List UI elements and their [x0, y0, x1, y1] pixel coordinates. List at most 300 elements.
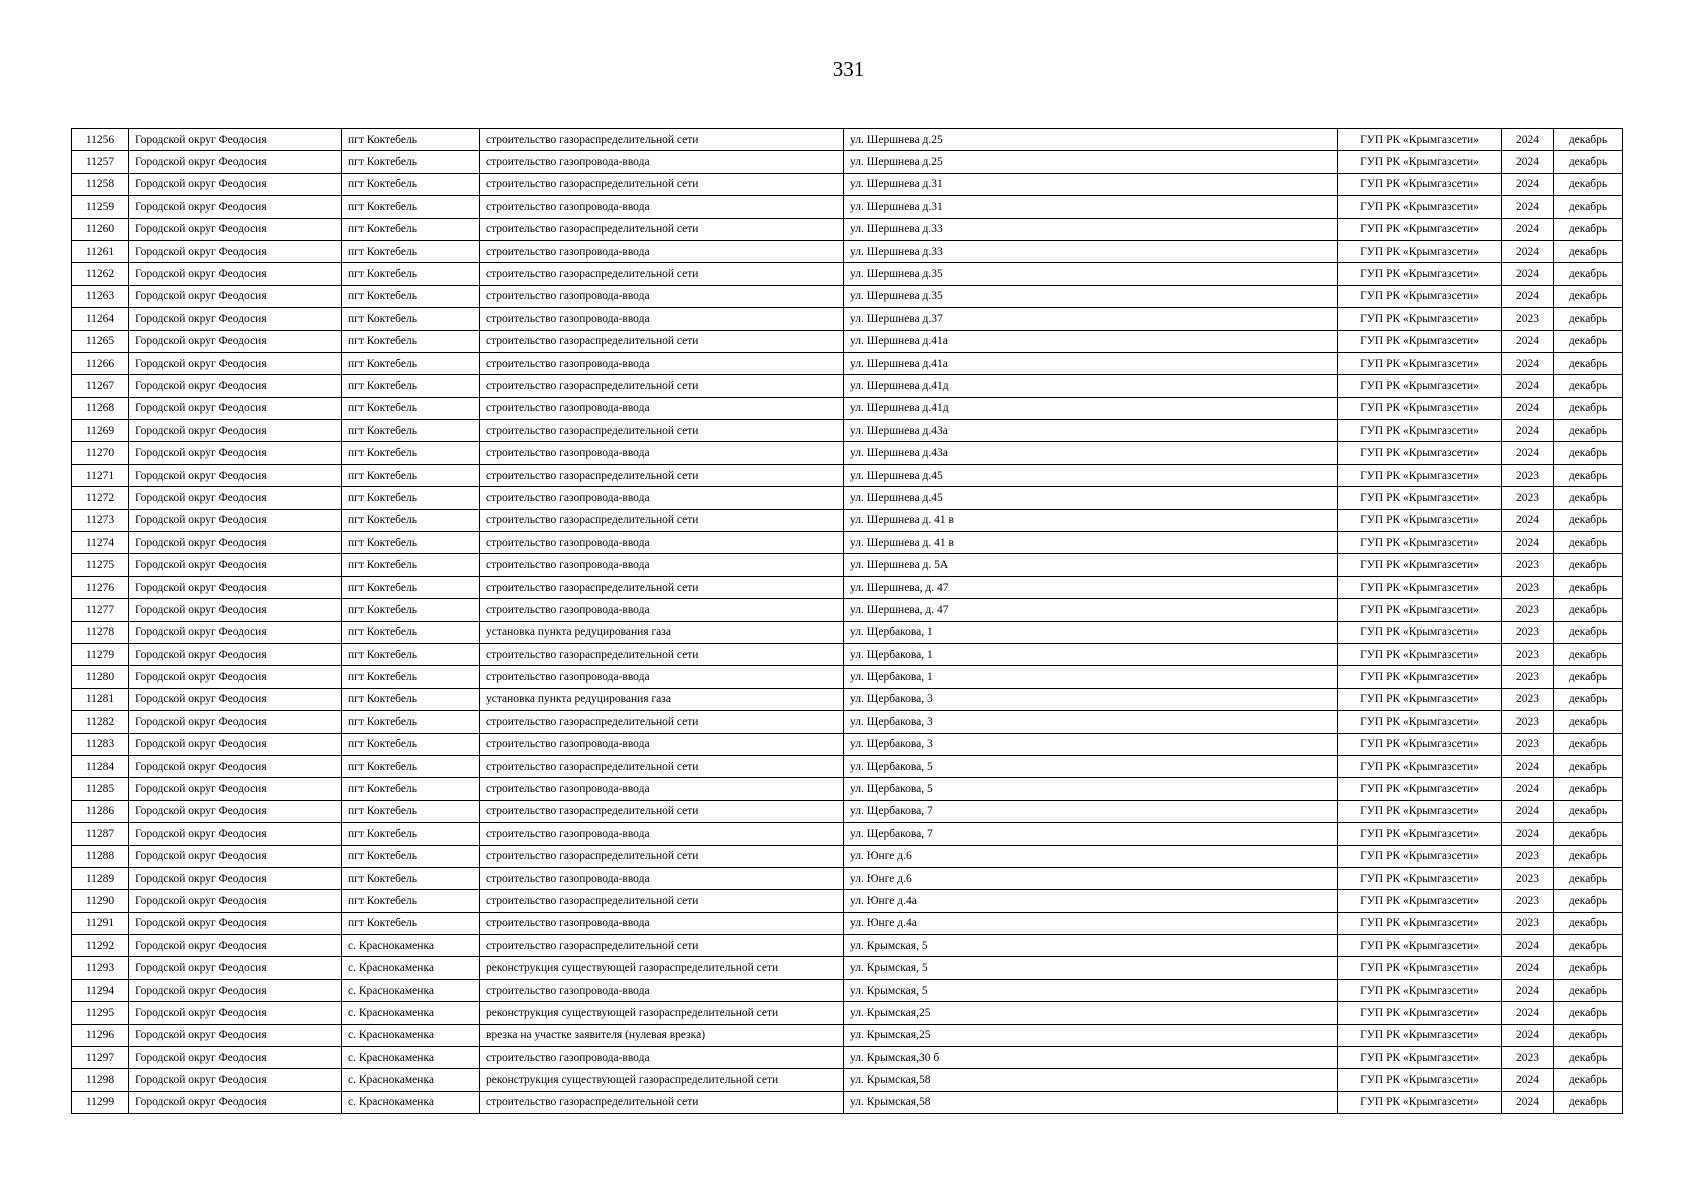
cell-work-type: строительство газопровода-ввода — [480, 733, 844, 755]
cell-address: ул. Шершнева д. 5А — [844, 554, 1338, 576]
table-body — [72, 129, 1623, 1114]
cell-month: декабрь — [1554, 1091, 1623, 1113]
cell-row-number: 11259 — [72, 196, 129, 218]
table-row — [72, 643, 1623, 665]
cell-settlement: с. Краснокаменка — [342, 935, 480, 957]
cell-organization: ГУП РК «Крымгазсети» — [1338, 935, 1502, 957]
cell-year: 2024 — [1502, 420, 1554, 442]
cell-organization: ГУП РК «Крымгазсети» — [1338, 1091, 1502, 1113]
cell-district: Городской округ Феодосия — [129, 621, 342, 643]
cell-district: Городской округ Феодосия — [129, 240, 342, 262]
cell-settlement: пгт Коктебель — [342, 867, 480, 889]
cell-work-type: строительство газораспределительной сети — [480, 173, 844, 195]
cell-year: 2023 — [1502, 711, 1554, 733]
table-row — [72, 957, 1623, 979]
cell-address: ул. Шершнева д.25 — [844, 129, 1338, 151]
cell-row-number: 11275 — [72, 554, 129, 576]
cell-month: декабрь — [1554, 263, 1623, 285]
cell-address: ул. Щербакова, 7 — [844, 823, 1338, 845]
cell-row-number: 11280 — [72, 666, 129, 688]
cell-month: декабрь — [1554, 1047, 1623, 1069]
cell-address: ул. Юнге д.4а — [844, 890, 1338, 912]
cell-address: ул. Крымская, 5 — [844, 979, 1338, 1001]
cell-settlement: пгт Коктебель — [342, 912, 480, 934]
cell-work-type: строительство газопровода-ввода — [480, 867, 844, 889]
cell-work-type: установка пункта редуцирования газа — [480, 621, 844, 643]
cell-year: 2023 — [1502, 688, 1554, 710]
cell-row-number: 11293 — [72, 957, 129, 979]
cell-address: ул. Крымская,25 — [844, 1024, 1338, 1046]
cell-year: 2023 — [1502, 733, 1554, 755]
cell-row-number: 11279 — [72, 643, 129, 665]
cell-row-number: 11266 — [72, 352, 129, 374]
cell-work-type: строительство газораспределительной сети — [480, 576, 844, 598]
cell-district: Городской округ Феодосия — [129, 151, 342, 173]
cell-organization: ГУП РК «Крымгазсети» — [1338, 688, 1502, 710]
cell-settlement: пгт Коктебель — [342, 733, 480, 755]
cell-month: декабрь — [1554, 935, 1623, 957]
cell-row-number: 11262 — [72, 263, 129, 285]
cell-address: ул. Щербакова, 5 — [844, 778, 1338, 800]
cell-district: Городской округ Феодосия — [129, 755, 342, 777]
cell-work-type: реконструкция существующей газораспределительной сети — [480, 1002, 844, 1024]
cell-year: 2024 — [1502, 442, 1554, 464]
cell-year: 2024 — [1502, 352, 1554, 374]
cell-district: Городской округ Феодосия — [129, 442, 342, 464]
cell-year: 2024 — [1502, 532, 1554, 554]
table-row — [72, 979, 1623, 1001]
cell-month: декабрь — [1554, 1024, 1623, 1046]
cell-year: 2024 — [1502, 935, 1554, 957]
cell-work-type: строительство газопровода-ввода — [480, 778, 844, 800]
cell-address: ул. Шершнева д.33 — [844, 218, 1338, 240]
cell-organization: ГУП РК «Крымгазсети» — [1338, 912, 1502, 934]
table-row — [72, 755, 1623, 777]
cell-settlement: пгт Коктебель — [342, 666, 480, 688]
cell-year: 2024 — [1502, 509, 1554, 531]
cell-year: 2024 — [1502, 151, 1554, 173]
table-row — [72, 1069, 1623, 1091]
cell-address: ул. Щербакова, 1 — [844, 666, 1338, 688]
cell-address: ул. Щербакова, 7 — [844, 800, 1338, 822]
cell-settlement: пгт Коктебель — [342, 621, 480, 643]
cell-year: 2024 — [1502, 1002, 1554, 1024]
cell-work-type: строительство газораспределительной сети — [480, 330, 844, 352]
table-row — [72, 890, 1623, 912]
cell-work-type: строительство газораспределительной сети — [480, 129, 844, 151]
cell-organization: ГУП РК «Крымгазсети» — [1338, 1002, 1502, 1024]
cell-district: Городской округ Феодосия — [129, 218, 342, 240]
gasification-table — [71, 128, 1623, 1114]
cell-settlement: пгт Коктебель — [342, 532, 480, 554]
cell-year: 2023 — [1502, 487, 1554, 509]
cell-settlement: пгт Коктебель — [342, 800, 480, 822]
cell-month: декабрь — [1554, 711, 1623, 733]
cell-row-number: 11278 — [72, 621, 129, 643]
cell-row-number: 11271 — [72, 464, 129, 486]
cell-month: декабрь — [1554, 800, 1623, 822]
cell-address: ул. Крымская, 5 — [844, 957, 1338, 979]
cell-organization: ГУП РК «Крымгазсети» — [1338, 397, 1502, 419]
table-row — [72, 1091, 1623, 1113]
cell-organization: ГУП РК «Крымгазсети» — [1338, 487, 1502, 509]
cell-work-type: реконструкция существующей газораспределительной сети — [480, 957, 844, 979]
cell-address: ул. Юнге д.6 — [844, 845, 1338, 867]
cell-month: декабрь — [1554, 979, 1623, 1001]
cell-organization: ГУП РК «Крымгазсети» — [1338, 845, 1502, 867]
cell-organization: ГУП РК «Крымгазсети» — [1338, 800, 1502, 822]
cell-address: ул. Шершнева д.41а — [844, 352, 1338, 374]
cell-address: ул. Юнге д.4а — [844, 912, 1338, 934]
cell-district: Городской округ Феодосия — [129, 778, 342, 800]
cell-settlement: пгт Коктебель — [342, 464, 480, 486]
cell-month: декабрь — [1554, 509, 1623, 531]
cell-month: декабрь — [1554, 240, 1623, 262]
cell-row-number: 11298 — [72, 1069, 129, 1091]
table-row — [72, 173, 1623, 195]
table-row — [72, 621, 1623, 643]
cell-settlement: с. Краснокаменка — [342, 1024, 480, 1046]
cell-work-type: строительство газопровода-ввода — [480, 599, 844, 621]
cell-work-type: строительство газопровода-ввода — [480, 352, 844, 374]
cell-district: Городской округ Феодосия — [129, 263, 342, 285]
cell-organization: ГУП РК «Крымгазсети» — [1338, 240, 1502, 262]
cell-organization: ГУП РК «Крымгазсети» — [1338, 151, 1502, 173]
cell-address: ул. Шершнева д.43а — [844, 420, 1338, 442]
cell-district: Городской округ Феодосия — [129, 397, 342, 419]
cell-work-type: строительство газораспределительной сети — [480, 509, 844, 531]
cell-work-type: строительство газораспределительной сети — [480, 464, 844, 486]
table-row — [72, 218, 1623, 240]
table-row — [72, 442, 1623, 464]
cell-settlement: пгт Коктебель — [342, 778, 480, 800]
cell-year: 2023 — [1502, 867, 1554, 889]
cell-organization: ГУП РК «Крымгазсети» — [1338, 196, 1502, 218]
table-row — [72, 845, 1623, 867]
cell-row-number: 11290 — [72, 890, 129, 912]
table-row — [72, 509, 1623, 531]
cell-district: Городской округ Феодосия — [129, 308, 342, 330]
cell-row-number: 11269 — [72, 420, 129, 442]
cell-year: 2024 — [1502, 778, 1554, 800]
cell-row-number: 11263 — [72, 285, 129, 307]
cell-row-number: 11267 — [72, 375, 129, 397]
cell-organization: ГУП РК «Крымгазсети» — [1338, 308, 1502, 330]
cell-work-type: строительство газопровода-ввода — [480, 666, 844, 688]
cell-row-number: 11261 — [72, 240, 129, 262]
cell-month: декабрь — [1554, 1069, 1623, 1091]
cell-work-type: строительство газораспределительной сети — [480, 711, 844, 733]
cell-organization: ГУП РК «Крымгазсети» — [1338, 532, 1502, 554]
cell-work-type: строительство газопровода-ввода — [480, 487, 844, 509]
table-row — [72, 308, 1623, 330]
cell-address: ул. Щербакова, 3 — [844, 688, 1338, 710]
cell-row-number: 11289 — [72, 867, 129, 889]
table-row — [72, 912, 1623, 934]
cell-address: ул. Шершнева, д. 47 — [844, 576, 1338, 598]
cell-month: декабрь — [1554, 599, 1623, 621]
cell-organization: ГУП РК «Крымгазсети» — [1338, 755, 1502, 777]
cell-organization: ГУП РК «Крымгазсети» — [1338, 890, 1502, 912]
cell-settlement: пгт Коктебель — [342, 352, 480, 374]
cell-row-number: 11299 — [72, 1091, 129, 1113]
cell-work-type: строительство газопровода-ввода — [480, 442, 844, 464]
cell-address: ул. Щербакова, 3 — [844, 733, 1338, 755]
cell-district: Городской округ Феодосия — [129, 1091, 342, 1113]
cell-district: Городской округ Феодосия — [129, 666, 342, 688]
cell-settlement: пгт Коктебель — [342, 196, 480, 218]
cell-work-type: строительство газораспределительной сети — [480, 643, 844, 665]
cell-address: ул. Крымская,25 — [844, 1002, 1338, 1024]
cell-work-type: строительство газопровода-ввода — [480, 196, 844, 218]
cell-settlement: пгт Коктебель — [342, 711, 480, 733]
cell-district: Городской округ Феодосия — [129, 196, 342, 218]
cell-district: Городской округ Феодосия — [129, 733, 342, 755]
cell-year: 2023 — [1502, 554, 1554, 576]
cell-district: Городской округ Феодосия — [129, 912, 342, 934]
cell-organization: ГУП РК «Крымгазсети» — [1338, 1047, 1502, 1069]
page-number: 331 — [832, 57, 865, 81]
cell-district: Городской округ Феодосия — [129, 643, 342, 665]
cell-work-type: строительство газораспределительной сети — [480, 890, 844, 912]
table-row — [72, 151, 1623, 173]
cell-address: ул. Шершнева д.25 — [844, 151, 1338, 173]
cell-organization: ГУП РК «Крымгазсети» — [1338, 711, 1502, 733]
table-row — [72, 599, 1623, 621]
cell-organization: ГУП РК «Крымгазсети» — [1338, 509, 1502, 531]
cell-month: декабрь — [1554, 487, 1623, 509]
cell-settlement: пгт Коктебель — [342, 442, 480, 464]
cell-month: декабрь — [1554, 867, 1623, 889]
table-row — [72, 352, 1623, 374]
cell-work-type: строительство газораспределительной сети — [480, 375, 844, 397]
cell-address: ул. Щербакова, 1 — [844, 621, 1338, 643]
table-row — [72, 397, 1623, 419]
cell-address: ул. Шершнева д.45 — [844, 487, 1338, 509]
cell-row-number: 11291 — [72, 912, 129, 934]
cell-month: декабрь — [1554, 912, 1623, 934]
cell-work-type: строительство газопровода-ввода — [480, 285, 844, 307]
cell-work-type: строительство газопровода-ввода — [480, 532, 844, 554]
cell-district: Городской округ Феодосия — [129, 890, 342, 912]
cell-organization: ГУП РК «Крымгазсети» — [1338, 375, 1502, 397]
cell-settlement: пгт Коктебель — [342, 285, 480, 307]
cell-settlement: пгт Коктебель — [342, 308, 480, 330]
cell-row-number: 11283 — [72, 733, 129, 755]
cell-work-type: строительство газораспределительной сети — [480, 755, 844, 777]
cell-month: декабрь — [1554, 330, 1623, 352]
cell-address: ул. Шершнева д.31 — [844, 173, 1338, 195]
cell-month: декабрь — [1554, 420, 1623, 442]
cell-district: Городской округ Феодосия — [129, 845, 342, 867]
cell-year: 2024 — [1502, 263, 1554, 285]
table-row — [72, 196, 1623, 218]
cell-organization: ГУП РК «Крымгазсети» — [1338, 666, 1502, 688]
cell-year: 2023 — [1502, 890, 1554, 912]
cell-row-number: 11264 — [72, 308, 129, 330]
cell-organization: ГУП РК «Крымгазсети» — [1338, 218, 1502, 240]
cell-month: декабрь — [1554, 1002, 1623, 1024]
cell-row-number: 11257 — [72, 151, 129, 173]
cell-row-number: 11296 — [72, 1024, 129, 1046]
cell-month: декабрь — [1554, 576, 1623, 598]
cell-year: 2024 — [1502, 218, 1554, 240]
cell-district: Городской округ Феодосия — [129, 330, 342, 352]
cell-row-number: 11270 — [72, 442, 129, 464]
cell-year: 2024 — [1502, 1024, 1554, 1046]
cell-district: Городской округ Феодосия — [129, 532, 342, 554]
cell-row-number: 11294 — [72, 979, 129, 1001]
table-row — [72, 666, 1623, 688]
cell-month: декабрь — [1554, 397, 1623, 419]
cell-row-number: 11273 — [72, 509, 129, 531]
cell-organization: ГУП РК «Крымгазсети» — [1338, 442, 1502, 464]
cell-work-type: строительство газораспределительной сети — [480, 1091, 844, 1113]
cell-year: 2024 — [1502, 979, 1554, 1001]
cell-settlement: с. Краснокаменка — [342, 957, 480, 979]
cell-month: декабрь — [1554, 352, 1623, 374]
cell-address: ул. Шершнева д.41д — [844, 375, 1338, 397]
cell-year: 2023 — [1502, 666, 1554, 688]
cell-work-type: строительство газопровода-ввода — [480, 240, 844, 262]
cell-month: декабрь — [1554, 733, 1623, 755]
cell-organization: ГУП РК «Крымгазсети» — [1338, 1069, 1502, 1091]
cell-settlement: пгт Коктебель — [342, 755, 480, 777]
cell-organization: ГУП РК «Крымгазсети» — [1338, 129, 1502, 151]
cell-address: ул. Крымская,30 б — [844, 1047, 1338, 1069]
table-row — [72, 129, 1623, 151]
cell-row-number: 11286 — [72, 800, 129, 822]
cell-row-number: 11260 — [72, 218, 129, 240]
cell-row-number: 11272 — [72, 487, 129, 509]
cell-work-type: установка пункта редуцирования газа — [480, 688, 844, 710]
cell-address: ул. Шершнева д.37 — [844, 308, 1338, 330]
cell-work-type: строительство газопровода-ввода — [480, 1047, 844, 1069]
cell-row-number: 11284 — [72, 755, 129, 777]
cell-row-number: 11276 — [72, 576, 129, 598]
cell-row-number: 11256 — [72, 129, 129, 151]
cell-month: декабрь — [1554, 285, 1623, 307]
cell-month: декабрь — [1554, 688, 1623, 710]
table-row — [72, 285, 1623, 307]
table-row — [72, 867, 1623, 889]
cell-address: ул. Шершнева д.41а — [844, 330, 1338, 352]
cell-month: декабрь — [1554, 823, 1623, 845]
cell-district: Городской округ Феодосия — [129, 129, 342, 151]
cell-address: ул. Крымская,58 — [844, 1091, 1338, 1113]
cell-month: декабрь — [1554, 755, 1623, 777]
cell-work-type: строительство газопровода-ввода — [480, 823, 844, 845]
cell-district: Городской округ Феодосия — [129, 375, 342, 397]
cell-settlement: пгт Коктебель — [342, 487, 480, 509]
cell-work-type: строительство газопровода-ввода — [480, 912, 844, 934]
cell-month: декабрь — [1554, 218, 1623, 240]
cell-address: ул. Щербакова, 3 — [844, 711, 1338, 733]
cell-month: декабрь — [1554, 442, 1623, 464]
cell-month: декабрь — [1554, 308, 1623, 330]
cell-year: 2023 — [1502, 621, 1554, 643]
table-row — [72, 240, 1623, 262]
table-row — [72, 688, 1623, 710]
table-row — [72, 532, 1623, 554]
cell-organization: ГУП РК «Крымгазсети» — [1338, 823, 1502, 845]
cell-organization: ГУП РК «Крымгазсети» — [1338, 867, 1502, 889]
cell-district: Городской округ Феодосия — [129, 173, 342, 195]
cell-settlement: пгт Коктебель — [342, 173, 480, 195]
cell-address: ул. Шершнева д.43а — [844, 442, 1338, 464]
cell-address: ул. Шершнева д.31 — [844, 196, 1338, 218]
cell-month: декабрь — [1554, 554, 1623, 576]
cell-address: ул. Шершнева д.35 — [844, 285, 1338, 307]
table-row — [72, 778, 1623, 800]
table-row — [72, 1047, 1623, 1069]
cell-year: 2024 — [1502, 755, 1554, 777]
cell-work-type: строительство газопровода-ввода — [480, 979, 844, 1001]
cell-organization: ГУП РК «Крымгазсети» — [1338, 464, 1502, 486]
cell-address: ул. Шершнева д.45 — [844, 464, 1338, 486]
cell-year: 2024 — [1502, 196, 1554, 218]
cell-organization: ГУП РК «Крымгазсети» — [1338, 733, 1502, 755]
cell-organization: ГУП РК «Крымгазсети» — [1338, 979, 1502, 1001]
cell-settlement: с. Краснокаменка — [342, 1002, 480, 1024]
cell-work-type: реконструкция существующей газораспределительной сети — [480, 1069, 844, 1091]
table-row — [72, 375, 1623, 397]
cell-row-number: 11258 — [72, 173, 129, 195]
cell-settlement: пгт Коктебель — [342, 845, 480, 867]
cell-work-type: строительство газопровода-ввода — [480, 151, 844, 173]
cell-settlement: пгт Коктебель — [342, 643, 480, 665]
cell-month: декабрь — [1554, 532, 1623, 554]
cell-year: 2023 — [1502, 845, 1554, 867]
cell-district: Городской округ Феодосия — [129, 487, 342, 509]
cell-month: декабрь — [1554, 173, 1623, 195]
cell-settlement: пгт Коктебель — [342, 151, 480, 173]
table-row — [72, 420, 1623, 442]
table-row — [72, 1002, 1623, 1024]
cell-address: ул. Шершнева д.33 — [844, 240, 1338, 262]
cell-settlement: с. Краснокаменка — [342, 1069, 480, 1091]
cell-address: ул. Шершнева д.41д — [844, 397, 1338, 419]
table-row — [72, 576, 1623, 598]
cell-work-type: строительство газопровода-ввода — [480, 397, 844, 419]
cell-month: декабрь — [1554, 196, 1623, 218]
cell-settlement: пгт Коктебель — [342, 890, 480, 912]
cell-month: декабрь — [1554, 621, 1623, 643]
cell-settlement: с. Краснокаменка — [342, 1047, 480, 1069]
cell-address: ул. Шершнева д.35 — [844, 263, 1338, 285]
table-row — [72, 464, 1623, 486]
cell-organization: ГУП РК «Крымгазсети» — [1338, 352, 1502, 374]
cell-settlement: пгт Коктебель — [342, 218, 480, 240]
cell-organization: ГУП РК «Крымгазсети» — [1338, 957, 1502, 979]
cell-row-number: 11287 — [72, 823, 129, 845]
table-row — [72, 800, 1623, 822]
cell-year: 2024 — [1502, 330, 1554, 352]
cell-row-number: 11277 — [72, 599, 129, 621]
cell-district: Городской округ Феодосия — [129, 1047, 342, 1069]
cell-row-number: 11265 — [72, 330, 129, 352]
table-row — [72, 823, 1623, 845]
cell-year: 2024 — [1502, 240, 1554, 262]
cell-address: ул. Шершнева, д. 47 — [844, 599, 1338, 621]
cell-work-type: строительство газораспределительной сети — [480, 218, 844, 240]
cell-settlement: пгт Коктебель — [342, 263, 480, 285]
cell-year: 2024 — [1502, 285, 1554, 307]
cell-month: декабрь — [1554, 129, 1623, 151]
cell-row-number: 11295 — [72, 1002, 129, 1024]
cell-month: декабрь — [1554, 643, 1623, 665]
cell-district: Городской округ Феодосия — [129, 823, 342, 845]
